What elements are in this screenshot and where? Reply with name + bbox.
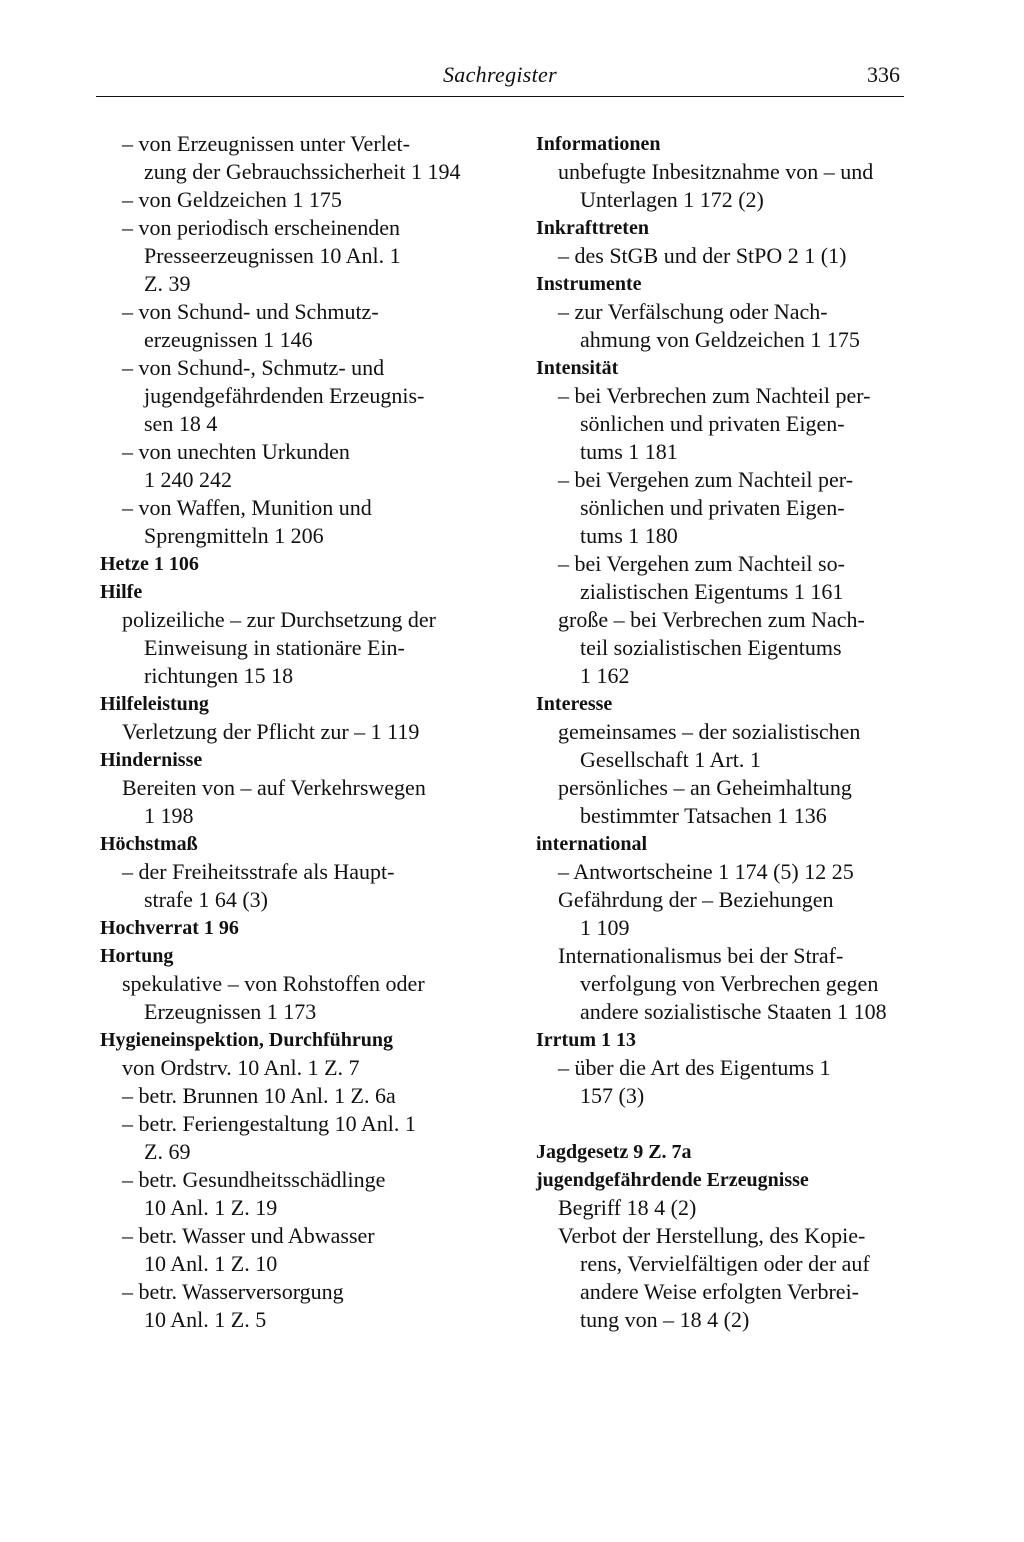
blank-line [536,1110,924,1138]
index-entry-line: erzeugnissen 1 146 [144,327,313,352]
index-entry-line: – zur Verfälschung oder Nach- [558,299,828,324]
index-heading: international [536,833,648,855]
index-entry-line: – betr. Brunnen 10 Anl. 1 Z. 6a [122,1083,396,1108]
index-heading: Intensität [536,357,619,379]
index-entry-line: gemeinsames – der sozialistischen [558,719,861,744]
index-entry-line: – bei Vergehen zum Nachteil so- [558,551,845,576]
index-entry-line: Erzeugnissen 1 173 [144,999,317,1024]
index-entry-line: sönlichen und privaten Eigen- [580,411,845,436]
index-entry-line: bestimmter Tatsachen 1 136 [580,803,827,828]
index-entry-line: Verletzung der Pflicht zur – 1 119 [122,719,420,744]
index-entry-line: 10 Anl. 1 Z. 19 [144,1195,278,1220]
index-entry-line: Gesellschaft 1 Art. 1 [580,747,761,772]
index-entry-line: tums 1 180 [580,523,678,548]
index-entry-line: jugendgefährdenden Erzeugnis- [144,383,425,408]
index-heading: Informationen [536,133,661,155]
index-entry-line: 157 (3) [580,1083,645,1108]
index-entry-line: Verbot der Herstellung, des Kopie- [558,1223,866,1248]
index-heading: Hochverrat 1 96 [100,917,239,939]
index-entry-line: polizeiliche – zur Durchsetzung der [122,607,436,632]
index-entry-line: andere Weise erfolgten Verbrei- [580,1279,860,1304]
index-entry-line: Bereiten von – auf Verkehrswegen [122,775,426,800]
index-entry-line: rens, Vervielfältigen oder der auf [580,1251,870,1276]
index-heading: Hygieneinspektion, Durchführung [100,1029,394,1051]
index-entry-line: 1 240 242 [144,467,232,492]
index-entry-line: – des StGB und der StPO 2 1 (1) [558,243,847,268]
index-entry-line: Unterlagen 1 172 (2) [580,187,764,212]
index-entry-line: Einweisung in stationäre Ein- [144,635,405,660]
index-entry-line: spekulative – von Rohstoffen oder [122,971,425,996]
index-heading: Hindernisse [100,749,203,771]
index-entry-line: unbefugte Inbesitznahme von – und [558,159,874,184]
index-entry-line: – von Erzeugnissen unter Verlet- [122,131,410,156]
index-heading: jugendgefährdende Erzeugnisse [536,1169,809,1191]
index-heading: Hilfeleistung [100,693,209,715]
index-entry-line: zialistischen Eigentums 1 161 [580,579,844,604]
index-entry-line: – bei Vergehen zum Nachteil per- [558,467,854,492]
index-column-right [536,130,924,1334]
index-entry-line: – Antwortscheine 1 174 (5) 12 25 [558,859,854,884]
index-entry-line: Gefährdung der – Beziehungen [558,887,834,912]
index-entry-line: 10 Anl. 1 Z. 10 [144,1251,278,1276]
index-entry-line: richtungen 15 18 [144,663,294,688]
index-entry-line: verfolgung von Verbrechen gegen [580,971,879,996]
index-heading: Interesse [536,693,613,715]
index-entry-line: – von Waffen, Munition und [122,495,372,520]
page-number: 336 [867,62,900,87]
index-entry-line: tung von – 18 4 (2) [580,1307,750,1332]
index-entry-line: sen 18 4 [144,411,218,436]
index-entry-line: – von unechten Urkunden [122,439,350,464]
index-entry-line: zung der Gebrauchssicherheit 1 194 [144,159,461,184]
index-entry-line: tums 1 181 [580,439,678,464]
index-entry-line: – von Geldzeichen 1 175 [122,187,342,212]
index-heading: Hortung [100,945,174,967]
index-entry-line: – von Schund- und Schmutz- [122,299,379,324]
index-entry-line: – betr. Gesundheitsschädlinge [122,1167,386,1192]
index-entry-line: 1 198 [144,803,194,828]
index-heading: Jagdgesetz 9 Z. 7a [536,1141,692,1163]
index-entry-line: Begriff 18 4 (2) [558,1195,697,1220]
index-entry-line: sönlichen und privaten Eigen- [580,495,845,520]
index-entry-line: andere sozialistische Staaten 1 108 [580,999,887,1024]
index-entry-line: – betr. Wasser und Abwasser [122,1223,375,1248]
index-heading: Inkrafttreten [536,217,649,239]
index-heading: Hetze 1 106 [100,553,199,575]
index-entry-line: große – bei Verbrechen zum Nach- [558,607,865,632]
index-entry-line: Presseerzeugnissen 10 Anl. 1 [144,243,401,268]
index-entry-line: – betr. Feriengestaltung 10 Anl. 1 [122,1111,416,1136]
index-entry-line: – bei Verbrechen zum Nachteil per- [558,383,871,408]
index-entry-line: von Ordstrv. 10 Anl. 1 Z. 7 [122,1055,360,1080]
index-entry-line: – betr. Wasserversorgung [122,1279,344,1304]
index-entry-line: Z. 69 [144,1139,191,1164]
running-title: Sachregister [443,62,557,87]
index-entry-line: 1 109 [580,915,630,940]
index-entry-line: teil sozialistischen Eigentums [580,635,842,660]
index-heading: Hilfe [100,581,143,603]
index-heading: Instrumente [536,273,642,295]
index-entry-line: ahmung von Geldzeichen 1 175 [580,327,860,352]
index-entry-line: 10 Anl. 1 Z. 5 [144,1307,267,1332]
index-entry-line: – über die Art des Eigentums 1 [558,1055,831,1080]
index-heading: Höchstmaß [100,833,198,855]
index-entry-line: persönliches – an Geheimhaltung [558,775,852,800]
index-heading: Irrtum 1 13 [536,1029,636,1051]
index-entry-line: Sprengmitteln 1 206 [144,523,324,548]
index-column-left [100,130,475,1334]
index-entry-line: – von periodisch erscheinenden [122,215,400,240]
index-entry-line: Z. 39 [144,271,191,296]
index-entry-line: strafe 1 64 (3) [144,887,269,912]
page-header [96,62,904,97]
index-entry-line: – der Freiheitsstrafe als Haupt- [122,859,395,884]
index-entry-line: Internationalismus bei der Straf- [558,943,844,968]
index-entry-line: – von Schund-, Schmutz- und [122,355,385,380]
index-entry-line: 1 162 [580,663,630,688]
